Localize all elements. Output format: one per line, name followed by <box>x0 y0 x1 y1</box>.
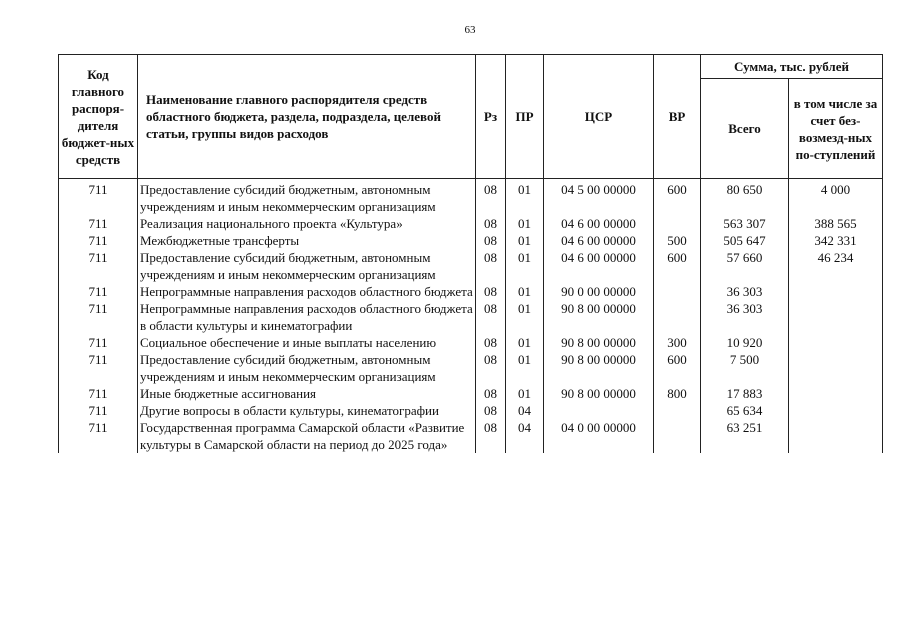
cell-total: 36 303 <box>701 283 789 300</box>
cell-code: 711 <box>59 215 138 232</box>
cell-code: 711 <box>59 419 138 453</box>
cell-rz: 08 <box>476 402 506 419</box>
cell-vr <box>654 215 701 232</box>
cell-incl <box>789 283 883 300</box>
cell-rz: 08 <box>476 334 506 351</box>
cell-name: Непрограммные направления расходов областного бюджета <box>138 283 476 300</box>
table-header <box>59 55 883 179</box>
cell-name: Государственная программа Самарской области «Развитие культуры в Самарской области на период до 2025 года» <box>138 419 476 453</box>
cell-name: Предоставление субсидий бюджетным, автономным учреждениям и иным некоммерческим организациям <box>138 249 476 283</box>
cell-code: 711 <box>59 385 138 402</box>
table-row <box>59 300 883 334</box>
cell-name: Непрограммные направления расходов областного бюджета в области культуры и кинематографии <box>138 300 476 334</box>
cell-rz: 08 <box>476 215 506 232</box>
cell-rz: 08 <box>476 419 506 453</box>
header-name: Наименование главного распорядителя средств областного бюджета, раздела, подраздела, целевой статьи, группы видов расходов <box>138 55 476 179</box>
cell-pr: 01 <box>506 179 544 216</box>
cell-vr <box>654 300 701 334</box>
cell-total: 7 500 <box>701 351 789 385</box>
cell-rz: 08 <box>476 249 506 283</box>
cell-code: 711 <box>59 179 138 216</box>
cell-incl: 46 234 <box>789 249 883 283</box>
header-code: Код главного распоря-дителя бюджет-ных средств <box>59 55 138 179</box>
table-row <box>59 419 883 453</box>
cell-code: 711 <box>59 283 138 300</box>
cell-csr: 90 8 00 00000 <box>544 385 654 402</box>
table-row <box>59 179 883 216</box>
cell-name: Другие вопросы в области культуры, кинематографии <box>138 402 476 419</box>
cell-incl: 4 000 <box>789 179 883 216</box>
cell-name: Иные бюджетные ассигнования <box>138 385 476 402</box>
cell-rz: 08 <box>476 385 506 402</box>
cell-name: Социальное обеспечение и иные выплаты населению <box>138 334 476 351</box>
cell-csr: 04 0 00 00000 <box>544 419 654 453</box>
cell-incl: 342 331 <box>789 232 883 249</box>
cell-name: Предоставление субсидий бюджетным, автономным учреждениям и иным некоммерческим организациям <box>138 351 476 385</box>
cell-rz: 08 <box>476 351 506 385</box>
cell-rz: 08 <box>476 283 506 300</box>
cell-pr: 01 <box>506 300 544 334</box>
cell-vr: 300 <box>654 334 701 351</box>
cell-total: 57 660 <box>701 249 789 283</box>
cell-code: 711 <box>59 232 138 249</box>
header-total: Всего <box>701 79 789 179</box>
cell-vr: 800 <box>654 385 701 402</box>
table-row <box>59 334 883 351</box>
cell-pr: 04 <box>506 402 544 419</box>
table-row <box>59 385 883 402</box>
cell-csr: 90 8 00 00000 <box>544 351 654 385</box>
header-amount-group: Сумма, тыс. рублей <box>701 55 883 79</box>
cell-csr: 04 6 00 00000 <box>544 249 654 283</box>
cell-incl <box>789 334 883 351</box>
cell-code: 711 <box>59 351 138 385</box>
table-row <box>59 232 883 249</box>
cell-total: 63 251 <box>701 419 789 453</box>
cell-incl <box>789 351 883 385</box>
table-body <box>59 179 883 454</box>
cell-incl <box>789 402 883 419</box>
cell-name: Предоставление субсидий бюджетным, автономным учреждениям и иным некоммерческим организациям <box>138 179 476 216</box>
cell-vr <box>654 419 701 453</box>
table-row <box>59 215 883 232</box>
budget-table <box>58 54 883 453</box>
table-row <box>59 402 883 419</box>
cell-csr: 04 6 00 00000 <box>544 215 654 232</box>
cell-code: 711 <box>59 249 138 283</box>
cell-rz: 08 <box>476 179 506 216</box>
header-vr: ВР <box>654 55 701 179</box>
cell-total: 17 883 <box>701 385 789 402</box>
cell-code: 711 <box>59 300 138 334</box>
header-incl: в том числе за счет без-возмезд-ных по-ступлений <box>789 79 883 179</box>
table-row <box>59 283 883 300</box>
cell-total: 65 634 <box>701 402 789 419</box>
cell-pr: 01 <box>506 232 544 249</box>
cell-incl: 388 565 <box>789 215 883 232</box>
cell-code: 711 <box>59 334 138 351</box>
cell-incl <box>789 385 883 402</box>
cell-pr: 01 <box>506 334 544 351</box>
cell-vr: 500 <box>654 232 701 249</box>
cell-total: 505 647 <box>701 232 789 249</box>
cell-rz: 08 <box>476 300 506 334</box>
header-csr: ЦСР <box>544 55 654 179</box>
header-rz: Рз <box>476 55 506 179</box>
cell-vr <box>654 402 701 419</box>
cell-csr: 90 8 00 00000 <box>544 300 654 334</box>
cell-csr: 04 6 00 00000 <box>544 232 654 249</box>
cell-total: 36 303 <box>701 300 789 334</box>
cell-vr: 600 <box>654 351 701 385</box>
cell-pr: 01 <box>506 283 544 300</box>
cell-total: 563 307 <box>701 215 789 232</box>
cell-name: Межбюджетные трансферты <box>138 232 476 249</box>
cell-csr <box>544 402 654 419</box>
header-pr: ПР <box>506 55 544 179</box>
cell-rz: 08 <box>476 232 506 249</box>
cell-incl <box>789 419 883 453</box>
cell-code: 711 <box>59 402 138 419</box>
cell-csr: 90 8 00 00000 <box>544 334 654 351</box>
cell-pr: 01 <box>506 215 544 232</box>
cell-pr: 01 <box>506 385 544 402</box>
cell-csr: 04 5 00 00000 <box>544 179 654 216</box>
cell-vr: 600 <box>654 179 701 216</box>
cell-vr: 600 <box>654 249 701 283</box>
cell-name: Реализация национального проекта «Культура» <box>138 215 476 232</box>
cell-pr: 04 <box>506 419 544 453</box>
cell-total: 80 650 <box>701 179 789 216</box>
cell-vr <box>654 283 701 300</box>
table-row <box>59 249 883 283</box>
cell-csr: 90 0 00 00000 <box>544 283 654 300</box>
cell-incl <box>789 300 883 334</box>
page-number: 63 <box>464 24 476 36</box>
cell-pr: 01 <box>506 351 544 385</box>
table-row <box>59 351 883 385</box>
cell-total: 10 920 <box>701 334 789 351</box>
cell-pr: 01 <box>506 249 544 283</box>
